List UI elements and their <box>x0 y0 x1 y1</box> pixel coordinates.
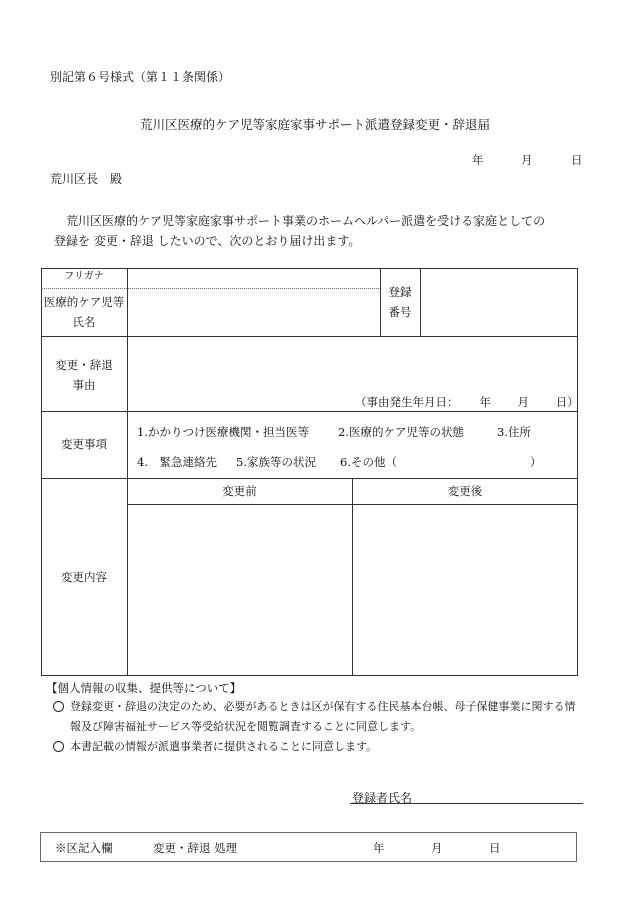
privacy-item-1-line1: 登録変更・辞退の決定のため、必要があるときは区が保有する住民基本台帳、母子保健事業に関する情 <box>70 700 576 713</box>
privacy-item-2: 本書記載の情報が派遣事業者に提供されることに同意します。 <box>70 740 378 753</box>
reason-field[interactable] <box>128 337 577 393</box>
change-item-5: 5.家族等の状況 <box>236 455 316 469</box>
privacy-item-1-line2: 報及び障害福祉サービス等受給状況を閲覧調査することに同意します。 <box>70 720 422 733</box>
change-item-6-close: ） <box>530 455 542 469</box>
change-item-1: 1.かかりつけ医療機関・担当医等 <box>137 425 309 439</box>
after-content-field[interactable] <box>353 505 577 675</box>
document-title: 荒川区医療的ケア児等家庭家事サポート派遣登録変更・辞退届 <box>139 117 490 132</box>
name-label-line1: 医療的ケア児等 <box>43 295 125 309</box>
change-item-6: 6.その他（ <box>340 455 397 469</box>
before-label: 変更前 <box>222 484 257 498</box>
after-label: 変更後 <box>447 484 483 498</box>
privacy-heading: 【個人情報の収集、提供等について】 <box>46 681 242 695</box>
form-reference: 別記第６号様式（第１１条関係） <box>50 70 231 84</box>
row-divider-reason <box>41 411 578 412</box>
addressee-honorific: 殿 <box>110 172 123 186</box>
reason-label-line2: 事由 <box>72 378 96 392</box>
change-item-3: 3.住所 <box>497 425 531 439</box>
signer-name-line[interactable] <box>350 803 583 804</box>
reg-no-label-line2: 番号 <box>388 305 412 319</box>
office-use-label: ※区記入欄 <box>55 841 113 855</box>
row-divider-items <box>41 478 578 479</box>
before-content-field[interactable] <box>128 505 352 675</box>
change-content-label: 変更内容 <box>61 570 107 584</box>
reg-no-label-line1: 登録 <box>388 285 412 299</box>
intro-line-2: 登録を 変更・辞退 したいので、次のとおり届け出ます。 <box>54 234 361 248</box>
office-process-label: 変更・辞退 処理 <box>153 841 238 855</box>
occurrence-date-note: （事由発生年月日： 年 月 日） <box>355 395 579 409</box>
consent-circle-icon-2 <box>53 741 64 752</box>
addressee-name: 荒川区長 <box>50 172 99 186</box>
office-day-label: 日 <box>489 841 501 855</box>
reason-label-line1: 変更・辞退 <box>55 358 113 372</box>
intro-line-1: 荒川区医療的ケア児等家庭家事サポート事業のホームヘルパー派遣を受ける家庭としての <box>66 214 546 228</box>
change-item-2: 2.医療的ケア児等の状態 <box>338 425 464 439</box>
addressee <box>50 170 122 187</box>
registration-number-field[interactable] <box>421 269 577 336</box>
signer-name-label: 登録者氏名 <box>352 791 413 805</box>
furigana-label: フリガナ <box>64 271 104 282</box>
consent-circle-icon-1 <box>53 701 64 712</box>
office-year-label: 年 <box>373 841 385 855</box>
change-items-label: 変更事項 <box>61 437 107 451</box>
name-label-line2: 氏名 <box>72 315 96 329</box>
date-day-label: 日 <box>571 153 583 167</box>
furigana-field[interactable] <box>128 269 380 288</box>
change-item-4: 4. 緊急連絡先 <box>137 455 217 469</box>
date-month-label: 月 <box>521 153 533 167</box>
child-name-field[interactable] <box>128 289 380 336</box>
date-year-label: 年 <box>472 153 484 167</box>
office-month-label: 月 <box>431 841 443 855</box>
